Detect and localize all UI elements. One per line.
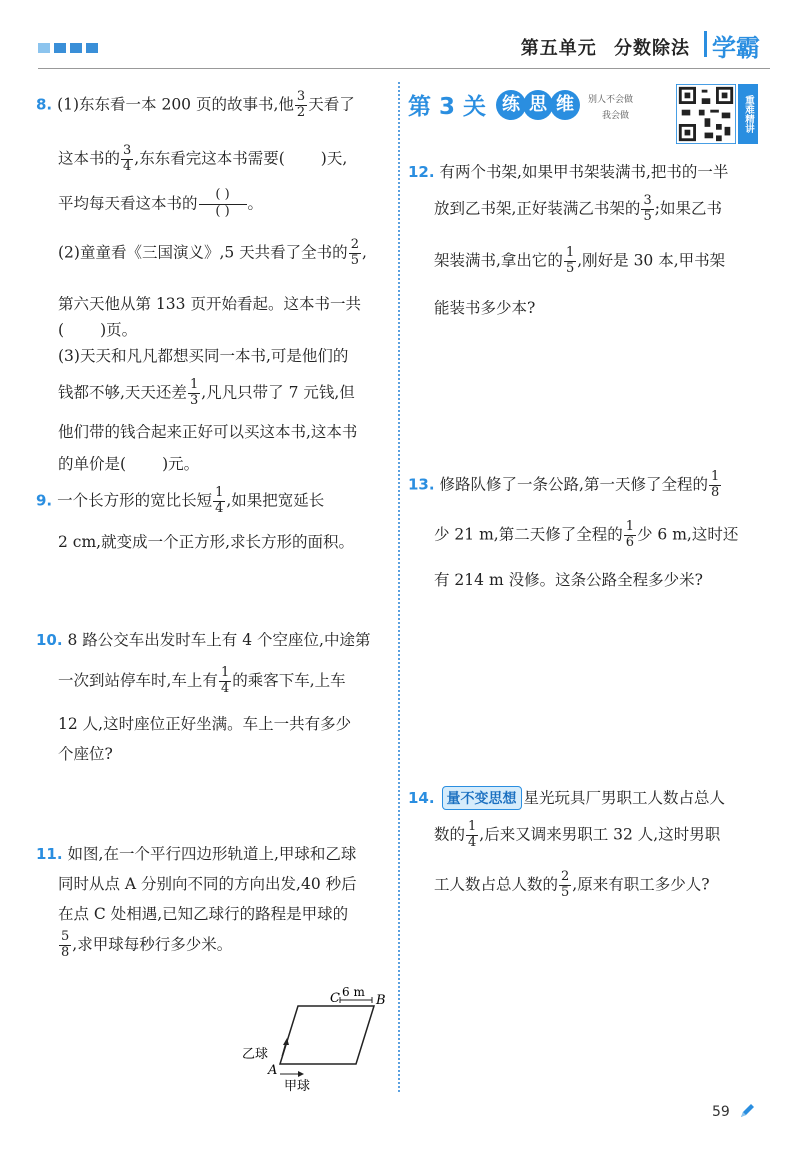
question-number: 11. (36, 845, 63, 863)
q13-text: 有 214 m 没修。这条公路全程多少米? (434, 571, 703, 589)
fraction: $\frac{1}{4}$ (215, 485, 224, 516)
q11-text: 在点 C 处相遇,已知乙球行的路程是甲球的 (58, 905, 349, 923)
point-b-label: B (376, 993, 386, 1008)
question-number: 13. (408, 475, 435, 494)
q8-text: (1)东东看一本 200 页的故事书,他 (57, 95, 294, 114)
q8-text: 的单价是( (58, 455, 127, 473)
q8-text: 天看了 (308, 95, 355, 114)
q8-text: ( (58, 321, 65, 339)
topic-label: 分数除法 (614, 38, 690, 59)
brand-logo: 学霸 (712, 28, 760, 63)
fraction: $\frac{3}{5}$ (643, 193, 652, 224)
question-number: 9. (36, 491, 53, 510)
q11-text: 同时从点 A 分别向不同的方向出发,40 秒后 (58, 875, 357, 893)
q13-text: 少 6 m,这时还 (636, 525, 739, 544)
qr-code-icon[interactable] (676, 84, 736, 144)
q8-text: )页。 (100, 321, 138, 339)
header-rule (38, 68, 770, 69)
fraction: $\frac{1}{8}$ (710, 469, 720, 500)
ball-yi-label: 乙球 (242, 1047, 269, 1062)
q14-text: 工人数占总人数的 (434, 875, 559, 894)
level-tag: 思 (523, 90, 553, 120)
q10-text: 一次到站停车时,车上有 (58, 671, 218, 690)
strategy-tag: 量不变思想 (442, 786, 522, 810)
q8-text: 钱都不够,天天还差 (58, 383, 187, 402)
q8-text: 这本书的 (58, 149, 121, 168)
fraction: $\frac{3}{4}$ (123, 143, 132, 174)
question-number: 10. (36, 631, 63, 649)
q10-text: 8 路公交车出发时车上有 4 个空座位,中途第 (67, 631, 371, 649)
q12-text: 架装满书,拿出它的 (434, 251, 563, 270)
answer-blank-fraction[interactable]: $\frac{( )}{( )}$ (199, 188, 247, 221)
q8-text: (2)童童看《三国演义》,5 天共看了全书的 (58, 243, 348, 262)
pencil-icon (738, 1102, 756, 1120)
unit-label: 第五单元 (520, 38, 597, 59)
q9-text: 2 cm,就变成一个正方形,求长方形的面积。 (58, 533, 355, 551)
fraction: $\frac{1}{3}$ (189, 377, 199, 408)
q12-text: ,刚好是 30 本,甲书架 (577, 251, 726, 270)
question-13 (408, 469, 768, 589)
fraction: $\frac{2}{5}$ (561, 869, 570, 900)
level-header (408, 88, 577, 121)
fraction: $\frac{3}{2}$ (296, 89, 306, 120)
fraction: $\frac{1}{4}$ (220, 665, 230, 696)
q10-text: 个座位? (58, 745, 113, 763)
q8-text: 平均每天看这本书的 (58, 194, 198, 213)
q14-text: 星光玩具厂男职工人数占总人 (523, 789, 726, 807)
question-10 (36, 628, 391, 763)
q8-text: )天, (320, 149, 348, 168)
q12-text: 有两个书架,如果甲书架装满书,把书的一半 (439, 163, 729, 181)
q8-text: 。 (247, 194, 264, 213)
question-11 (36, 842, 391, 960)
level-title: 第 3 关 (408, 94, 487, 120)
question-14 (408, 786, 768, 900)
level-note: 别人不会做 我会做 (588, 95, 634, 121)
parallelogram-figure (238, 982, 388, 1092)
q10-text: 的乘客下车,上车 (232, 671, 346, 690)
fraction: $\frac{5}{8}$ (61, 929, 70, 960)
q14-text: 数的 (434, 825, 466, 844)
distance-label: 6 m (342, 985, 365, 999)
level-tag: 练 (496, 90, 526, 120)
fraction: $\frac{1}{5}$ (565, 245, 575, 276)
q11-text: ,求甲球每秒行多少米。 (72, 935, 233, 954)
q8-text: ,东东看完这本书需要( (134, 149, 285, 168)
fraction: $\frac{2}{5}$ (350, 237, 359, 268)
fraction: $\frac{1}{4}$ (468, 819, 477, 850)
header-decoration (38, 43, 98, 53)
question-number: 8. (36, 95, 53, 114)
level-tag: 维 (550, 90, 580, 120)
q12-text: 能装书多少本? (434, 299, 536, 317)
q13-text: 修路队修了一条公路,第一天修了全程的 (439, 475, 708, 494)
page-header (0, 0, 800, 74)
point-a-label: A (268, 1063, 278, 1078)
q8-text: (3)天天和凡凡都想买同一本书,可是他们的 (58, 347, 349, 365)
q9-text: 一个长方形的宽比长短 (57, 491, 213, 510)
q8-text: 他们带的钱合起来正好可以买这本书,这本书 (58, 423, 358, 441)
question-9 (36, 485, 391, 551)
q12-text: 放到乙书架,正好装满乙书架的 (434, 199, 641, 218)
page-number: 59 (712, 1104, 730, 1120)
question-number: 12. (408, 163, 435, 181)
question-number: 14. (408, 789, 435, 807)
column-divider (398, 82, 400, 1092)
q12-text: ;如果乙书 (654, 199, 722, 218)
level-tags (496, 90, 577, 120)
header-title (521, 34, 690, 60)
fraction: $\frac{1}{6}$ (625, 519, 634, 550)
q14-text: ,原来有职工多少人? (572, 875, 710, 894)
qr-side-label: 重难精讲 (738, 84, 758, 144)
q9-text: ,如果把宽延长 (226, 491, 325, 510)
ball-jia-label: 甲球 (284, 1079, 311, 1092)
q11-text: 如图,在一个平行四边形轨道上,甲球和乙球 (67, 845, 357, 863)
question-8 (36, 89, 386, 473)
q13-text: 少 21 m,第二天修了全程的 (434, 525, 623, 544)
q8-text: , (361, 243, 367, 262)
question-12 (408, 160, 768, 317)
q8-text: )元。 (162, 455, 200, 473)
q8-text: 第六天他从第 133 页开始看起。这本书一共 (58, 295, 361, 313)
point-c-label: C (330, 991, 340, 1006)
q10-text: 12 人,这时座位正好坐满。车上一共有多少 (58, 715, 352, 733)
q8-text: ,凡凡只带了 7 元钱,但 (201, 383, 355, 402)
q14-text: ,后来又调来男职工 32 人,这时男职 (479, 825, 721, 844)
